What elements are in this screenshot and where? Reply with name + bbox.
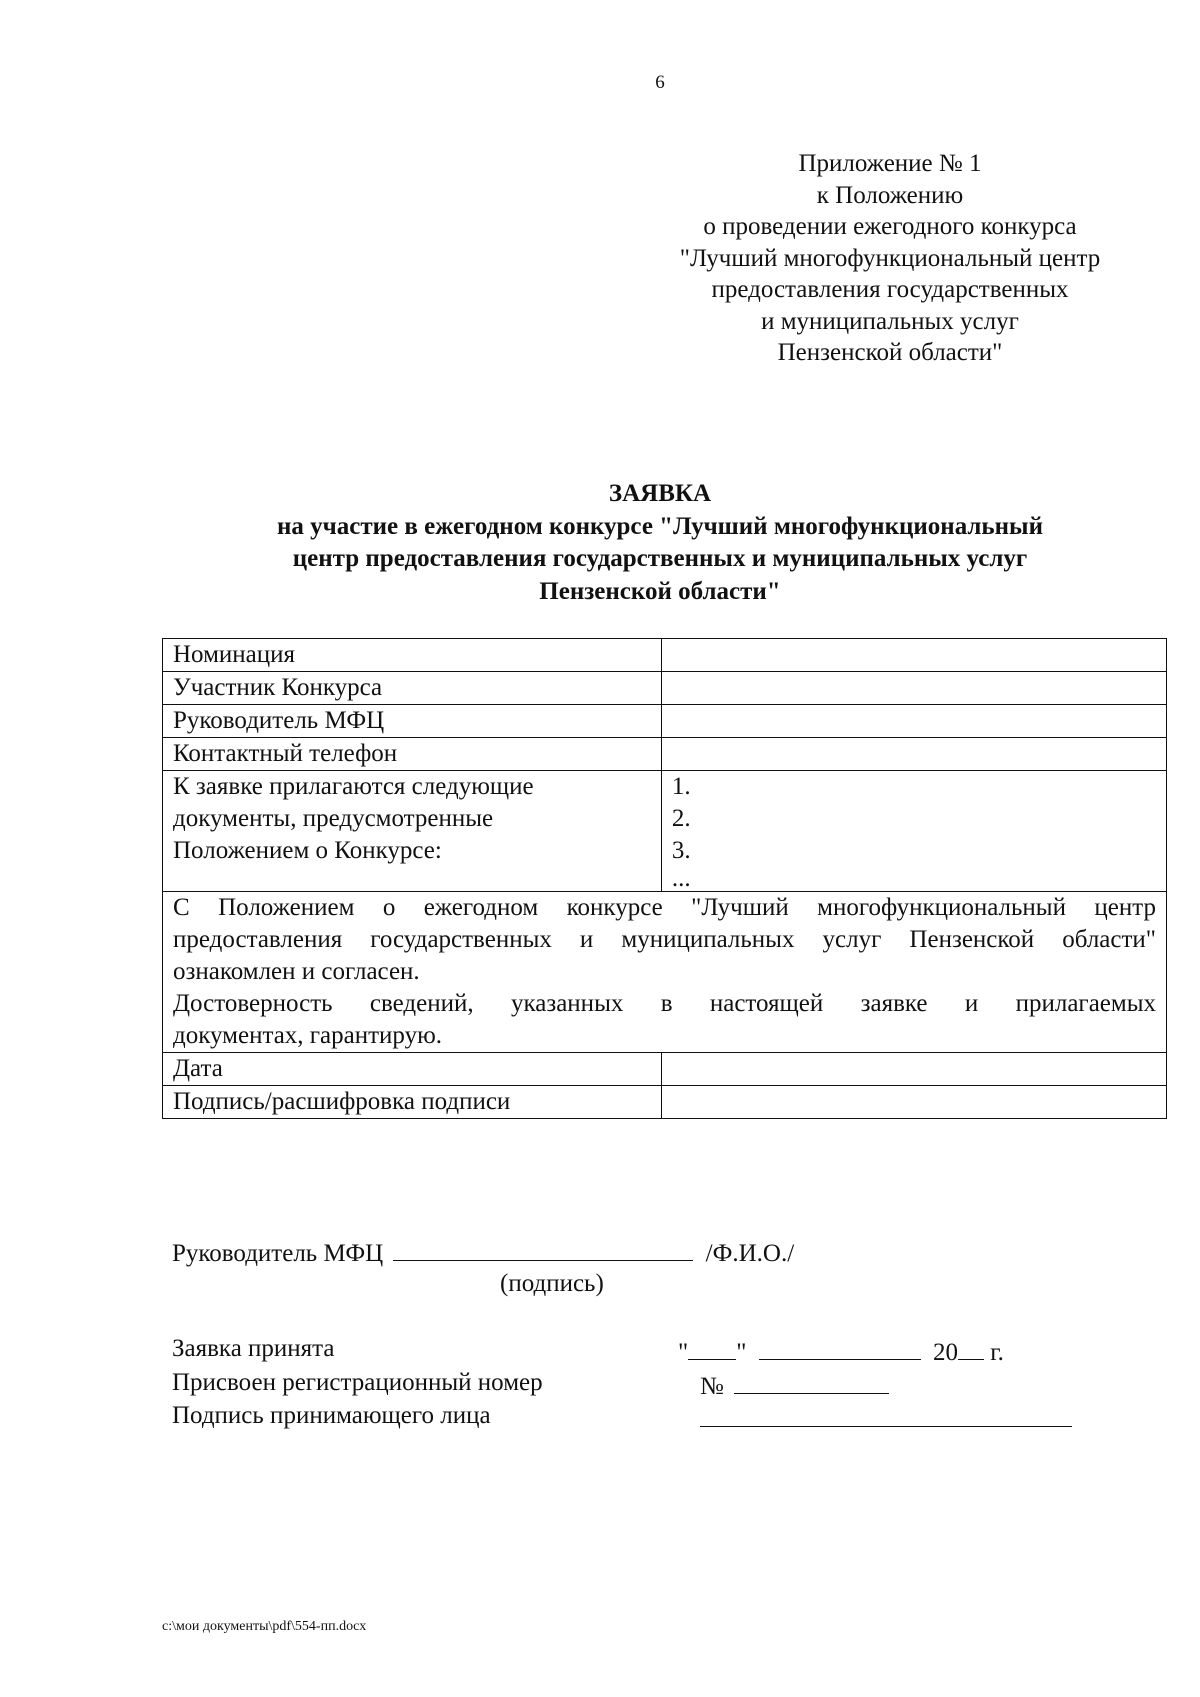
documents-label: [163, 771, 662, 892]
document-item: 2.: [671, 805, 691, 832]
close-quote: ": [736, 1339, 747, 1366]
appendix-line: о проведении ежегодного конкурса: [703, 213, 1077, 240]
open-quote: ": [678, 1339, 689, 1366]
title-line: на участие в ежегодном конкурсе "Лучший многофункциональный: [277, 512, 1043, 540]
day-blank[interactable]: [688, 1335, 736, 1360]
document-item: ...: [671, 865, 691, 892]
year-prefix: 20: [932, 1339, 958, 1366]
documents-label-line: К заявке прилагаются следующие: [173, 773, 534, 800]
documents-label-line: документы, предусмотренные: [173, 805, 494, 832]
head-signature-line: [172, 1236, 794, 1268]
guarantee-line: документах, гарантирую.: [173, 1022, 443, 1049]
head-signature-blank[interactable]: [393, 1236, 693, 1261]
appendix-line: и муниципальных услуг: [761, 307, 1019, 335]
signer-blank[interactable]: [700, 1402, 1072, 1427]
table-row-nomination: [163, 639, 1167, 672]
year-suffix: г.: [990, 1339, 1004, 1366]
table-row-head: [163, 705, 1167, 738]
table-row-documents: [163, 771, 1167, 892]
head-field[interactable]: [661, 705, 1166, 738]
date-field[interactable]: [661, 1053, 1166, 1086]
signature-field[interactable]: [661, 1086, 1166, 1119]
signature-caption: (подпись): [500, 1270, 604, 1297]
appendix-line: Пензенской области": [777, 339, 1003, 366]
footer-file-path: c:\мои документы\pdf\554-пп.docx: [162, 1619, 367, 1634]
appendix-line: Приложение № 1: [798, 150, 982, 177]
table-row-phone: [163, 738, 1167, 771]
nomination-field[interactable]: [661, 639, 1166, 672]
signer-label: Подпись принимающего лица: [172, 1402, 491, 1429]
reg-number-sign: №: [700, 1373, 724, 1400]
agreement-line: предоставления государственных и муниципальных услуг Пензенской области": [173, 926, 1156, 953]
table-row-signature: [163, 1086, 1167, 1119]
row-label: Подпись/расшифровка подписи: [163, 1086, 662, 1119]
reg-number-line: [700, 1369, 889, 1401]
document-title: [160, 478, 1160, 608]
title-heading: ЗАЯВКА: [608, 480, 712, 507]
title-line: Пензенской области": [539, 577, 781, 605]
head-signature-label: Руководитель МФЦ: [172, 1240, 384, 1267]
page-number: 6: [655, 72, 665, 93]
appendix-line: к Положению: [816, 181, 964, 209]
reg-number-blank[interactable]: [734, 1369, 889, 1394]
row-label: Контактный телефон: [163, 738, 662, 771]
agreement-line: ознакомлен и согласен.: [173, 958, 420, 985]
reg-label: Присвоен регистрационный номер: [172, 1369, 543, 1396]
appendix-line: "Лучший многофункциональный центр: [679, 244, 1101, 272]
document-item: 1.: [671, 773, 691, 800]
appendix-block: [640, 148, 1140, 369]
title-line: центр предоставления государственных и муниципальных услуг: [292, 545, 1028, 572]
participant-field[interactable]: [661, 672, 1166, 705]
application-form-table: [162, 638, 1167, 1119]
year-blank[interactable]: [958, 1335, 984, 1360]
table-row-agreement: [163, 892, 1167, 1053]
row-label: Дата: [163, 1053, 662, 1086]
month-blank[interactable]: [759, 1335, 921, 1360]
row-label: Руководитель МФЦ: [163, 705, 662, 738]
row-label: Номинация: [163, 639, 662, 672]
table-row-date: [163, 1053, 1167, 1086]
agreement-cell: [163, 892, 1167, 1053]
phone-field[interactable]: [661, 738, 1166, 771]
appendix-line: предоставления государственных: [711, 276, 1069, 303]
table-row-participant: [163, 672, 1167, 705]
accepted-label: Заявка принята: [172, 1335, 335, 1362]
document-item: 3.: [671, 837, 691, 864]
documents-list[interactable]: [661, 771, 1166, 892]
signer-line: [700, 1402, 1072, 1434]
acceptance-date-line: [678, 1335, 1004, 1367]
documents-label-line: Положением о Конкурсе:: [173, 837, 442, 864]
guarantee-line: Достоверность сведений, указанных в настоящей заявке и прилагаемых: [173, 990, 1156, 1017]
row-label: Участник Конкурса: [163, 672, 662, 705]
fio-label: /Ф.И.О./: [705, 1240, 795, 1267]
agreement-line: С Положением о ежегодном конкурсе "Лучший многофункциональный центр: [173, 894, 1156, 921]
